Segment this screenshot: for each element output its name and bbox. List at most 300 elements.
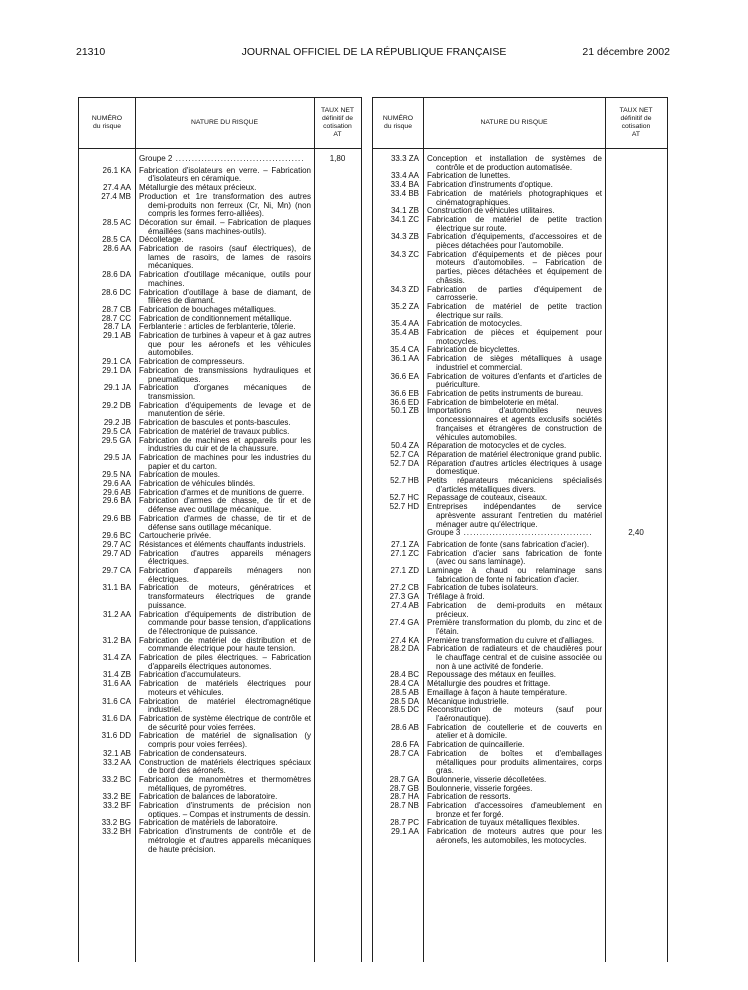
table-row — [373, 828, 667, 845]
risk-code: 28.7 CB — [102, 304, 131, 314]
table-row — [79, 219, 361, 236]
risk-nature: Fabrication d'armes de chasse, de tir et de défense sans outillage mécanique. — [139, 513, 311, 532]
risk-nature: Fabrication de conditionnement métallique. — [139, 313, 292, 323]
table-row — [79, 584, 361, 610]
risk-nature: Fabrication de turbines à vapeur et à gaz autres que pour les aéronefs et les véhicules automobiles. — [139, 331, 311, 358]
risk-rate — [314, 489, 361, 498]
risk-rate — [314, 193, 361, 219]
risk-code: 27.2 CB — [390, 583, 419, 593]
table-row — [373, 329, 667, 346]
risk-code: 34.3 ZD — [390, 284, 419, 294]
table-row — [373, 233, 667, 250]
risk-rate — [314, 236, 361, 245]
group-row — [373, 529, 667, 538]
risk-nature: Fabrication de ressorts. — [427, 792, 511, 802]
risk-rate — [605, 828, 667, 845]
risk-rate — [314, 454, 361, 471]
risk-rate — [605, 190, 667, 207]
risk-nature: Fabrication de bimbeloterie en métal. — [427, 397, 559, 407]
risk-nature: Laminage à chaud ou relaminage sans fabrication de fonte ni fabrication d'acier. — [427, 566, 602, 584]
risk-rate — [314, 419, 361, 428]
table-row — [79, 454, 361, 471]
risk-code: 33.3 ZA — [390, 154, 419, 163]
table-row — [79, 367, 361, 384]
risk-code: 28.6 AA — [102, 244, 131, 254]
risk-rate — [605, 550, 667, 567]
table-row — [373, 724, 667, 741]
header-numero: NUMÉRO du risque — [91, 115, 123, 130]
left-table — [78, 97, 362, 962]
risk-code: 31.6 AA — [102, 679, 131, 689]
page-number: 21310 — [76, 46, 106, 58]
risk-code: 29.1 DA — [102, 365, 131, 375]
risk-nature: Fabrication de motocycles. — [427, 319, 523, 329]
risk-rate — [605, 637, 667, 646]
risk-rate — [605, 819, 667, 828]
table-row — [79, 550, 361, 567]
header-nature: NATURE DU RISQUE — [190, 119, 259, 126]
risk-code: 28.7 CC — [101, 313, 131, 323]
risk-rate — [314, 637, 361, 654]
risk-code: 50.4 ZA — [390, 441, 419, 451]
risk-code: 52.7 CA — [390, 449, 419, 459]
risk-rate — [314, 306, 361, 315]
risk-rate — [314, 680, 361, 697]
risk-rate — [314, 793, 361, 802]
table-row — [373, 802, 667, 819]
risk-rate — [314, 776, 361, 793]
risk-code: 28.7 CA — [390, 748, 419, 758]
risk-code: 28.7 NB — [390, 801, 419, 811]
risk-code: 35.4 AB — [390, 328, 419, 338]
risk-code: 52.7 HD — [389, 502, 419, 512]
risk-nature: Fabrication de bicyclettes. — [427, 345, 520, 355]
risk-nature: Fabrication de radiateurs et de chaudières pour le chauffage central et de cuisine associée ou non à une activité de fonderie. — [427, 644, 602, 671]
risk-nature: Réparation de motocycles et de cycles. — [427, 441, 567, 451]
table-row — [373, 216, 667, 233]
risk-rate — [605, 216, 667, 233]
risk-nature: Fabrication de petits instruments de bureau. — [427, 388, 584, 398]
risk-code: 28.7 GA — [389, 774, 419, 784]
risk-code: 29.7 AD — [102, 548, 131, 558]
risk-nature: Entreprises indépendantes de service aprèsvente assurant l'entretien du matériel ménager autre qu'électrique. — [427, 502, 602, 529]
risk-code: 29.5 NA — [102, 470, 131, 480]
risk-code: 29.6 BB — [102, 513, 131, 523]
risk-nature: Fabrication d'outillage à base de diamant, de filières de diamant. — [139, 287, 311, 306]
risk-code: 26.1 KA — [102, 165, 131, 175]
risk-nature: Fabrication de bascules et ponts-bascules. — [139, 418, 291, 428]
risk-nature: Fabrication de matériels électriques pour moteurs et véhicules. — [139, 679, 311, 697]
risk-code: 33.2 BE — [102, 792, 131, 802]
risk-rate — [605, 155, 667, 172]
risk-code: 35.4 AA — [390, 319, 419, 329]
risk-code: 52.7 DA — [390, 458, 419, 468]
risk-code: 27.3 GA — [389, 592, 419, 602]
risk-nature: Fabrication de voitures d'enfants et d'articles de puériculture. — [427, 371, 602, 390]
risk-code: 33.2 AA — [102, 757, 131, 767]
risk-rate — [314, 315, 361, 324]
risk-nature: Fabrication de piles électriques. – Fabrication d'appareils électriques autonomes. — [139, 653, 311, 671]
risk-code: 34.3 ZB — [390, 232, 419, 242]
risk-nature: Fabrication de demi-produits en métaux précieux. — [427, 600, 602, 619]
risk-rate — [605, 706, 667, 723]
risk-rate — [605, 541, 667, 550]
risk-rate — [605, 320, 667, 329]
table-row — [373, 303, 667, 320]
table-row — [373, 645, 667, 671]
risk-nature: Fabrication de matériel de signalisation (y compris pour voies ferrées). — [139, 731, 311, 750]
risk-nature: Fabrication de boîtes et d'emballages métalliques pour produits alimentaires, corps gras. — [427, 748, 602, 776]
table-row — [79, 776, 361, 793]
risk-rate — [314, 428, 361, 437]
risk-rate — [605, 477, 667, 494]
risk-rate — [605, 494, 667, 503]
table-row — [79, 732, 361, 749]
risk-code: 28.7 GB — [389, 783, 419, 793]
risk-code: 27.1 ZA — [390, 539, 419, 549]
header-nature: NATURE DU RISQUE — [480, 119, 548, 126]
risk-code: 35.4 CA — [390, 345, 419, 355]
risk-nature: Construction de matériels électriques spéciaux de bord des aéronefs. — [139, 757, 311, 776]
risk-rate — [314, 384, 361, 401]
table-row — [79, 167, 361, 184]
risk-rate — [605, 680, 667, 689]
risk-rate — [314, 750, 361, 759]
risk-nature: Décoration sur émail. – Fabrication de plaques émaillées (sans machines-outils). — [139, 217, 311, 236]
risk-nature: Métallurgie des poudres et frittage. — [427, 679, 551, 689]
risk-nature: Conception et installation de systèmes de contrôle et de production automatisée. — [427, 154, 602, 172]
risk-rate — [314, 828, 361, 854]
risk-code: 36.6 EB — [390, 388, 419, 398]
risk-nature: Résistances et éléments chauffants industriels. — [139, 539, 306, 549]
risk-nature: Fabrication de bouchages métalliques. — [139, 304, 276, 314]
risk-nature: Fabrication d'équipements et de pièces pour moteurs d'automobiles. – Fabrication de parties, pièces détachées et équipement de châssis. — [427, 249, 602, 285]
risk-nature: Fabrication de moteurs autres que pour les aéronefs, les automobiles, les motocycles. — [427, 827, 602, 845]
risk-rate — [605, 802, 667, 819]
risk-rate — [314, 611, 361, 637]
risk-nature: Fabrication d'équipements de distribution de commande pour basse tension, d'applications de l'électronique de puissance. — [139, 609, 311, 636]
risk-code: 31.2 BA — [102, 635, 131, 645]
risk-nature: Fabrication de rasoirs (sauf électriques), de lames de rasoirs, de lames de rasoirs mécaniques. — [139, 244, 311, 271]
risk-rate — [605, 724, 667, 741]
risk-rate — [605, 460, 667, 477]
risk-nature: Métallurgie des métaux précieux. — [139, 183, 257, 193]
risk-rate — [314, 289, 361, 306]
risk-rate — [314, 402, 361, 419]
risk-code: 27.4 MB — [101, 191, 131, 201]
risk-rate — [605, 741, 667, 750]
risk-code: 34.1 ZC — [390, 214, 419, 224]
risk-nature: Fabrication d'équipements, d'accessoires et de pièces détachées pour l'automobile. — [427, 232, 602, 251]
risk-nature: Fabrication de matériels photographiques et cinématographiques. — [427, 188, 602, 207]
risk-nature: Repoussage des métaux en feuilles. — [427, 670, 556, 680]
risk-nature: Fabrication d'outillage mécanique, outils pour machines. — [139, 270, 311, 288]
risk-rate — [314, 671, 361, 680]
risk-rate — [605, 645, 667, 671]
risk-code: 28.5 AB — [390, 687, 419, 697]
risk-rate — [314, 480, 361, 489]
risk-nature: Fabrication d'autres appareils ménagers électriques. — [139, 548, 311, 567]
risk-nature: Fabrication de sièges métalliques à usage industriel et commercial. — [427, 354, 602, 372]
risk-code: 27.4 KA — [390, 635, 419, 645]
risk-rate — [314, 219, 361, 236]
risk-rate — [605, 602, 667, 619]
risk-code: 29.2 DB — [102, 400, 131, 410]
risk-code: 31.6 DD — [101, 731, 131, 741]
leader-dots: ........................................ — [460, 529, 593, 538]
risk-nature: Décolletage. — [139, 235, 184, 245]
risk-nature: Fabrication de matériel de travaux publics. — [139, 426, 290, 436]
risk-code: 28.6 DA — [102, 270, 131, 280]
risk-rate — [605, 567, 667, 584]
risk-code: 52.7 HC — [389, 493, 419, 503]
risk-rate — [605, 407, 667, 442]
risk-rate — [605, 286, 667, 303]
risk-nature: Importations d'automobiles neuves concessionnaires et agents exclusifs sociétés françaises et étrangères de construction de véhicules automobiles. — [427, 406, 602, 442]
risk-code: 29.6 AA — [102, 479, 131, 489]
risk-nature: Emaillage à façon à haute température. — [427, 687, 568, 697]
risk-nature: Fabrication de lunettes. — [427, 171, 511, 181]
risk-rate — [605, 698, 667, 707]
risk-code: 50.1 ZB — [390, 406, 419, 416]
table-row — [373, 706, 667, 723]
table-row — [79, 759, 361, 776]
right-table-header — [373, 98, 667, 149]
risk-rate — [605, 593, 667, 602]
risk-rate — [314, 271, 361, 288]
risk-code: 28.4 CA — [390, 679, 419, 689]
table-row — [79, 828, 361, 854]
risk-code: 28.7 HA — [390, 792, 419, 802]
risk-nature: Fabrication de condensateurs. — [139, 748, 247, 758]
group-label: Groupe 2 — [139, 155, 173, 163]
risk-nature: Fabrication de véhicules blindés. — [139, 479, 256, 489]
risk-nature: Fabrication de compresseurs. — [139, 357, 245, 367]
risk-nature: Construction de véhicules utilitaires. — [427, 206, 555, 216]
risk-nature: Fabrication d'instruments de contrôle et de métrologie et d'autres appareils mécaniques de haute précision. — [139, 827, 311, 854]
table-row — [373, 750, 667, 776]
table-row — [373, 373, 667, 390]
risk-code: 36.6 ED — [390, 397, 419, 407]
risk-rate — [314, 715, 361, 732]
table-row — [79, 680, 361, 697]
table-row — [79, 437, 361, 454]
risk-rate — [314, 471, 361, 480]
risk-code: 28.6 FA — [391, 740, 419, 750]
risk-code: 31.4 ZA — [102, 653, 131, 663]
risk-nature: Réparation d'autres articles électriques à usage domestique. — [427, 458, 602, 477]
risk-nature: Tréfilage à froid. — [427, 592, 485, 602]
risk-code: 29.1 CA — [102, 357, 131, 367]
risk-rate — [314, 550, 361, 567]
risk-nature: Fabrication de matériel électromagnétique industriel. — [139, 696, 311, 715]
risk-nature: Fabrication de manomètres et thermomètres métalliques, de pyrométres. — [139, 774, 311, 793]
risk-rate — [314, 497, 361, 514]
table-row — [79, 654, 361, 671]
risk-code: 27.4 GA — [389, 618, 419, 628]
risk-nature: Boulonnerie, visserie décolletées. — [427, 774, 547, 784]
risk-rate — [314, 437, 361, 454]
risk-rate — [314, 532, 361, 541]
risk-nature: Fabrication d'accumulateurs. — [139, 670, 242, 680]
risk-code: 28.7 PC — [390, 818, 419, 828]
table-row — [373, 602, 667, 619]
risk-nature: Première transformation du cuivre et d'alliages. — [427, 635, 594, 645]
table-row — [79, 497, 361, 514]
risk-rate — [605, 619, 667, 636]
risk-rate — [314, 541, 361, 550]
risk-nature: Fabrication d'organes mécaniques de transmission. — [139, 383, 311, 401]
risk-nature: Fabrication de matériel de petite traction électrique sur rails. — [427, 301, 602, 320]
risk-nature: Ferblanterie : articles de ferblanterie, tôlerie. — [139, 322, 296, 332]
header-numero: NUMÉRO du risque — [382, 115, 414, 130]
risk-code: 32.1 AB — [102, 748, 131, 758]
risk-nature: Repassage de couteaux, ciseaux. — [427, 493, 548, 503]
table-row — [79, 698, 361, 715]
risk-rate — [605, 451, 667, 460]
table-row — [373, 190, 667, 207]
table-row — [79, 384, 361, 401]
risk-code: 28.6 DC — [101, 287, 131, 297]
risk-nature: Boulonnerie, visserie forgées. — [427, 783, 533, 793]
risk-rate — [605, 233, 667, 250]
risk-code: 27.1 ZD — [390, 566, 419, 576]
table-row — [79, 332, 361, 358]
table-row — [79, 802, 361, 819]
risk-rate — [605, 390, 667, 399]
risk-code: 28.5 DA — [390, 696, 419, 706]
risk-code: 29.6 AB — [102, 487, 131, 497]
risk-nature: Fabrication d'appareils ménagers non électriques. — [139, 566, 311, 584]
table-row — [79, 637, 361, 654]
header-taux: TAUX NET définitif de cotisation AT — [320, 107, 355, 138]
table-row — [373, 477, 667, 494]
risk-code: 29.5 JA — [103, 452, 131, 462]
risk-rate — [314, 759, 361, 776]
risk-code: 29.6 BC — [102, 531, 131, 541]
risk-nature — [423, 529, 605, 538]
table-row — [373, 286, 667, 303]
risk-code: 29.7 AC — [102, 539, 131, 549]
table-row — [373, 251, 667, 286]
risk-rate — [314, 515, 361, 532]
risk-rate — [314, 802, 361, 819]
risk-nature: Fabrication de matériels de laboratoire. — [139, 818, 278, 828]
risk-code: 33.2 BC — [102, 774, 131, 784]
risk-nature: Fabrication de coutellerie et de couverts en atelier et à domicile. — [427, 722, 602, 741]
risk-rate — [605, 303, 667, 320]
risk-code: 31.6 CA — [102, 696, 131, 706]
risk-rate — [314, 654, 361, 671]
right-table-body — [373, 155, 667, 846]
leader-dots: ........................................ — [172, 155, 305, 163]
risk-code — [79, 155, 135, 164]
risk-nature: Fabrication de parties d'équipement de carrosserie. — [427, 284, 602, 303]
risk-nature: Fabrication d'instruments d'optique. — [427, 180, 553, 190]
risk-code: 33.4 AA — [390, 171, 419, 181]
risk-rate — [314, 698, 361, 715]
risk-code: 27.4 AB — [390, 600, 419, 610]
risk-code: 34.1 ZB — [390, 206, 419, 216]
risk-code: 29.6 BA — [102, 496, 131, 506]
risk-nature: Cartoucherie privée. — [139, 531, 212, 541]
risk-nature: Fabrication de transmissions hydrauliques et pneumatiques. — [139, 365, 311, 384]
group-row — [79, 155, 361, 164]
risk-rate — [605, 671, 667, 680]
table-row — [79, 271, 361, 288]
risk-code: 28.6 AB — [390, 722, 419, 732]
risk-rate — [314, 567, 361, 584]
risk-code: 29.5 CA — [102, 426, 131, 436]
risk-code: 27.1 ZC — [390, 548, 419, 558]
risk-rate — [605, 399, 667, 408]
risk-nature: Fabrication d'armes de chasse, de tir et de défense avec outillage mécanique. — [139, 496, 311, 515]
risk-nature: Production et 1re transformation des autres demi-produits non ferreux (Cr, Ni, Mn) (non compris les formes ferro-alliées). — [139, 191, 311, 219]
risk-nature: Fabrication d'équipements de levage et de manutention de série. — [139, 400, 311, 419]
risk-nature: Fabrication d'isolateurs en verre. – Fabrication d'isolateurs en céramique. — [139, 165, 311, 184]
risk-rate — [605, 251, 667, 286]
risk-rate — [314, 732, 361, 749]
risk-rate — [314, 332, 361, 358]
header-taux: TAUX NET définitif de cotisation AT — [619, 107, 653, 138]
risk-rate — [314, 358, 361, 367]
risk-nature: Fabrication d'accessoires d'ameublement en bronze et fer forgé. — [427, 801, 602, 819]
risk-nature: Mécanique industrielle. — [427, 696, 509, 706]
risk-code: 29.7 CA — [102, 566, 131, 576]
risk-code: 35.2 ZA — [390, 301, 419, 311]
table-row — [79, 515, 361, 532]
table-row — [373, 567, 667, 584]
risk-rate — [314, 245, 361, 271]
risk-code: 31.4 ZB — [102, 670, 131, 680]
risk-rate — [605, 329, 667, 346]
risk-nature: Fabrication de quincaillerie. — [427, 740, 525, 750]
risk-rate — [605, 689, 667, 698]
risk-rate — [314, 367, 361, 384]
risk-code: 31.1 BA — [102, 583, 131, 593]
risk-rate — [605, 355, 667, 372]
right-table — [372, 97, 668, 962]
risk-nature: Réparation de matériel électronique grand public. — [427, 449, 602, 459]
risk-rate — [605, 503, 667, 529]
table-row — [373, 503, 667, 529]
journal-title: JOURNAL OFFICIEL DE LA RÉPUBLIQUE FRANÇAISE — [241, 46, 507, 58]
table-row — [373, 460, 667, 477]
risk-code: 29.2 JB — [103, 418, 131, 428]
risk-nature: Première transformation du plomb, du zinc et de l'étain. — [427, 618, 602, 636]
publication-date: 21 décembre 2002 — [582, 46, 670, 58]
risk-rate — [314, 584, 361, 610]
group-label: Groupe 3 — [427, 529, 461, 538]
risk-code: 28.5 CA — [102, 235, 131, 245]
risk-rate — [605, 442, 667, 451]
risk-rate: 2,40 — [628, 528, 644, 538]
risk-nature: Fabrication de fonte (sans fabrication d'acier). — [427, 539, 590, 549]
risk-code: 31.6 DA — [102, 714, 131, 723]
table-row — [79, 611, 361, 637]
risk-code: 29.1 JA — [103, 383, 131, 393]
risk-nature: Fabrication de pièces et équipement pour motocycles. — [427, 328, 602, 346]
risk-rate — [314, 167, 361, 184]
table-row — [373, 550, 667, 567]
risk-code: 27.4 AA — [102, 183, 131, 193]
risk-code: 33.2 BF — [102, 801, 131, 811]
table-row — [79, 402, 361, 419]
risk-rate — [314, 184, 361, 193]
risk-nature: Fabrication de moules. — [139, 470, 220, 480]
risk-rate — [605, 584, 667, 593]
risk-code: 36.6 EA — [390, 371, 419, 381]
